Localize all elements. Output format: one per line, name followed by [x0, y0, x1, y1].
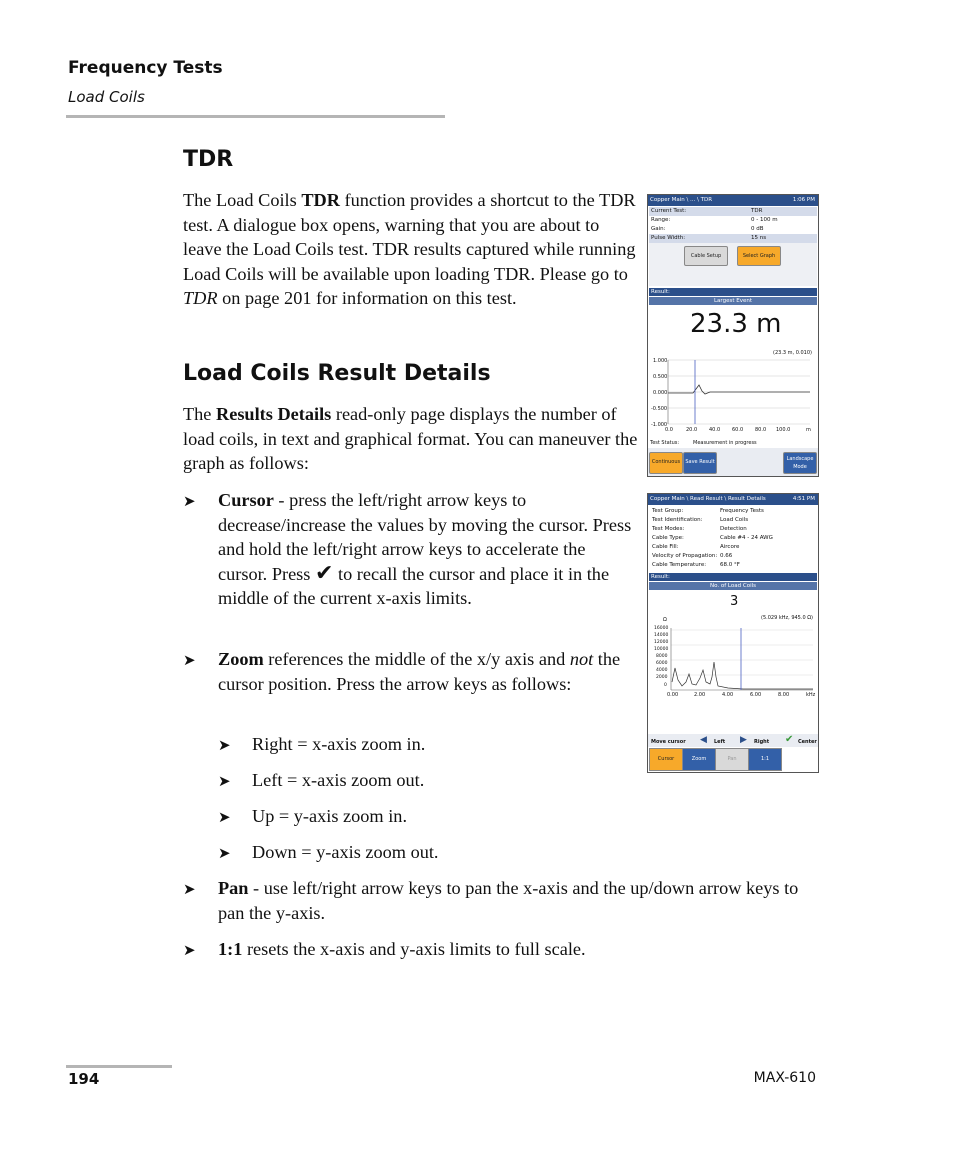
- details-heading: Load Coils Result Details: [183, 361, 491, 386]
- text-run-italic: TDR: [183, 288, 218, 308]
- text-run-bold: Pan: [218, 878, 249, 898]
- bullet-arrow-icon: ➤: [183, 494, 196, 510]
- cursor-point-readout: (23.3 m, 0.010): [773, 350, 812, 356]
- result-bar: Result:: [649, 573, 817, 581]
- footer-rule: [66, 1065, 172, 1068]
- row-value: Cable #4 - 24 AWG: [720, 535, 773, 541]
- text-run: - use left/right arrow keys to pan the x-axis and the up/down arrow keys to pan the y-axis.: [218, 878, 799, 923]
- breadcrumb: Copper Main \ ... \ TDR: [650, 197, 713, 203]
- info-row: [649, 234, 817, 243]
- running-header-section: Frequency Tests: [68, 58, 223, 78]
- clock: 1:06 PM: [792, 197, 815, 203]
- tdr-screenshot: [647, 194, 819, 477]
- bullet-arrow-icon: ➤: [183, 882, 196, 898]
- text-run-bold: Zoom: [218, 649, 264, 669]
- tab-zoom[interactable]: Zoom: [682, 748, 716, 771]
- y-axis-unit: Ω: [663, 617, 667, 623]
- y-tick-label: 12000: [654, 640, 669, 645]
- tab-cursor[interactable]: Cursor: [649, 748, 683, 771]
- x-tick-label: 8.00: [778, 692, 790, 698]
- bullet-arrow-icon: ➤: [183, 943, 196, 959]
- y-tick-label: 10000: [654, 647, 669, 652]
- bullet-zoom-up: Up = y-axis zoom in.: [252, 806, 408, 826]
- text-run: on page 201 for information on this test.: [217, 288, 517, 308]
- test-status-value: Measurement in progress: [693, 440, 757, 446]
- running-header-subsection: Load Coils: [68, 88, 145, 106]
- info-row: [650, 534, 817, 543]
- x-tick-label: 4.00: [722, 692, 734, 698]
- y-tick-label: 0.000: [653, 390, 668, 396]
- landscape-mode-button[interactable]: Landscape Mode: [783, 452, 817, 474]
- device-title-bar: [648, 195, 818, 206]
- bullet-arrow-icon: ➤: [218, 810, 231, 826]
- x-tick-label: 2.00: [694, 692, 706, 698]
- bullet-arrow-icon: ➤: [218, 774, 231, 790]
- row-value: 0 dB: [751, 226, 764, 232]
- button-area: [649, 243, 817, 286]
- cable-setup-button[interactable]: Cable Setup: [684, 246, 728, 266]
- text-run-bold: TDR: [301, 190, 340, 210]
- x-tick-label: 80.0: [755, 427, 767, 433]
- row-key: Test Modes:: [652, 526, 685, 532]
- right-label: Right: [754, 739, 770, 745]
- load-coils-count-bar: No. of Load Coils: [649, 582, 817, 590]
- row-value: TDR: [751, 208, 763, 214]
- bullet-cursor: [218, 488, 636, 611]
- info-row: [650, 561, 817, 570]
- row-value: 68.0 °F: [720, 562, 740, 568]
- row-value: 15 ns: [751, 235, 767, 241]
- bullet-arrow-icon: ➤: [183, 653, 196, 669]
- row-key: Gain:: [651, 226, 666, 232]
- info-row: [650, 516, 817, 525]
- info-row: [650, 552, 817, 561]
- y-tick-label: -0.500: [651, 406, 668, 412]
- bullet-zoom: [218, 647, 636, 696]
- tdr-heading: TDR: [183, 147, 234, 172]
- row-value: Frequency Tests: [720, 508, 764, 514]
- page-number: 194: [68, 1070, 100, 1088]
- bullet-zoom-left: Left = x-axis zoom out.: [252, 770, 425, 790]
- result-bar: Result:: [649, 288, 817, 296]
- y-tick-label: 6000: [656, 661, 668, 666]
- text-run: read-only page displays the number of load coils, in text and graphical format. You can maneuver the graph as follows:: [183, 404, 638, 473]
- bullet-zoom-down: Down = y-axis zoom out.: [252, 842, 439, 862]
- y-tick-label: 1.000: [653, 358, 668, 364]
- continuous-button[interactable]: Continuous: [649, 452, 683, 474]
- row-key: Range:: [651, 217, 671, 223]
- clock: 4:51 PM: [792, 496, 815, 502]
- y-tick-label: 14000: [654, 633, 669, 638]
- row-key: Test Group:: [652, 508, 684, 514]
- row-key: Current Test:: [651, 208, 687, 214]
- largest-event-value: 23.3 m: [690, 309, 782, 339]
- bullet-arrow-icon: ➤: [218, 846, 231, 862]
- x-axis-unit: m: [806, 427, 811, 433]
- checkmark-icon: ✔: [785, 734, 794, 745]
- x-tick-label: 20.0: [686, 427, 698, 433]
- text-run-italic: not: [569, 649, 594, 669]
- center-label: Center: [798, 739, 817, 745]
- checkmark-icon: ✔: [315, 560, 334, 586]
- info-row: [650, 543, 817, 552]
- tab-pan[interactable]: Pan: [715, 748, 749, 771]
- row-key: Pulse Width:: [651, 235, 686, 241]
- result-details-screenshot: [647, 493, 819, 773]
- y-tick-label: 0.500: [653, 374, 668, 380]
- document-name: MAX-610: [753, 1070, 816, 1086]
- load-coils-count: 3: [730, 594, 739, 609]
- x-axis-unit: kHz: [806, 692, 816, 698]
- details-paragraph: [183, 402, 641, 476]
- text-run: references the middle of the x/y axis and: [263, 649, 570, 669]
- text-run-bold: Cursor: [218, 490, 274, 510]
- header-rule: [66, 115, 445, 118]
- y-tick-label: 2000: [656, 675, 668, 680]
- largest-event-bar: Largest Event: [649, 297, 817, 305]
- device-title-bar: [648, 494, 818, 505]
- text-run: to recall the cursor and place it in the middle of the current x-axis limits.: [218, 563, 610, 608]
- y-tick-label: 16000: [654, 626, 669, 631]
- breadcrumb: Copper Main \ Read Result \ Result Details: [650, 496, 766, 502]
- y-tick-label: 0: [664, 683, 667, 688]
- tdr-trace-graph: [648, 355, 818, 435]
- text-run: The Load Coils: [183, 190, 302, 210]
- move-cursor-label: Move cursor: [651, 739, 686, 745]
- row-value: Detection: [720, 526, 747, 532]
- y-tick-label: 4000: [656, 668, 668, 673]
- row-key: Test Identification:: [652, 517, 703, 523]
- x-tick-label: 6.00: [750, 692, 762, 698]
- info-row: [650, 525, 817, 534]
- y-tick-label: 8000: [656, 654, 668, 659]
- bullet-arrow-icon: ➤: [218, 738, 231, 754]
- x-tick-label: 0.00: [667, 692, 679, 698]
- text-run-bold: 1:1: [218, 939, 243, 959]
- y-tick-label: -1.000: [651, 422, 668, 428]
- text-run: resets the x-axis and y-axis limits to full scale.: [242, 939, 586, 959]
- left-arrow-icon: ◀: [700, 735, 707, 745]
- x-tick-label: 100.0: [776, 427, 791, 433]
- test-status-label: Test Status:: [650, 440, 680, 446]
- bullet-zoom-right: Right = x-axis zoom in.: [252, 734, 426, 754]
- x-tick-label: 0.0: [665, 427, 673, 433]
- row-value: Load Coils: [720, 517, 749, 523]
- bullet-one-to-one: [218, 937, 818, 962]
- info-row: [649, 225, 817, 234]
- info-row: [650, 507, 817, 516]
- x-tick-label: 40.0: [709, 427, 721, 433]
- info-row: [649, 207, 817, 216]
- cursor-point-readout: (5.029 kHz, 945.0 Ω): [761, 615, 813, 621]
- row-value: Aircore: [720, 544, 740, 550]
- right-arrow-icon: ▶: [740, 735, 747, 745]
- bullet-pan: [218, 876, 818, 925]
- row-key: Cable Temperature:: [652, 562, 707, 568]
- x-tick-label: 60.0: [732, 427, 744, 433]
- text-run-bold: Results Details: [216, 404, 332, 424]
- load-coils-frequency-graph: [648, 622, 818, 694]
- row-key: Cable Type:: [652, 535, 684, 541]
- row-value: 0 - 100 m: [751, 217, 778, 223]
- row-value: 0.66: [720, 553, 733, 559]
- info-row: [649, 216, 817, 225]
- text-run: function provides a shortcut to the TDR test. A dialogue box opens, warning that you are about to leave the Load Coils test. TDR results captured while running Load Coils will be available upon loading TDR. Please go to: [183, 190, 636, 284]
- left-label: Left: [714, 739, 726, 745]
- save-result-button[interactable]: Save Result: [683, 452, 717, 474]
- select-graph-button[interactable]: Select Graph: [737, 246, 781, 266]
- text-run: The: [183, 404, 216, 424]
- tdr-paragraph: [183, 188, 638, 311]
- row-key: Cable Fill:: [652, 544, 679, 550]
- tab-one-to-one[interactable]: 1:1: [748, 748, 782, 771]
- text-run: the cursor position. Press the arrow keys as follows:: [218, 649, 621, 694]
- text-run: - press the left/right arrow keys to decrease/increase the values by moving the cursor. Press and hold the left/right arrow keys to accelerate the cursor. Press: [218, 490, 632, 584]
- row-key: Velocity of Propagation:: [652, 553, 718, 559]
